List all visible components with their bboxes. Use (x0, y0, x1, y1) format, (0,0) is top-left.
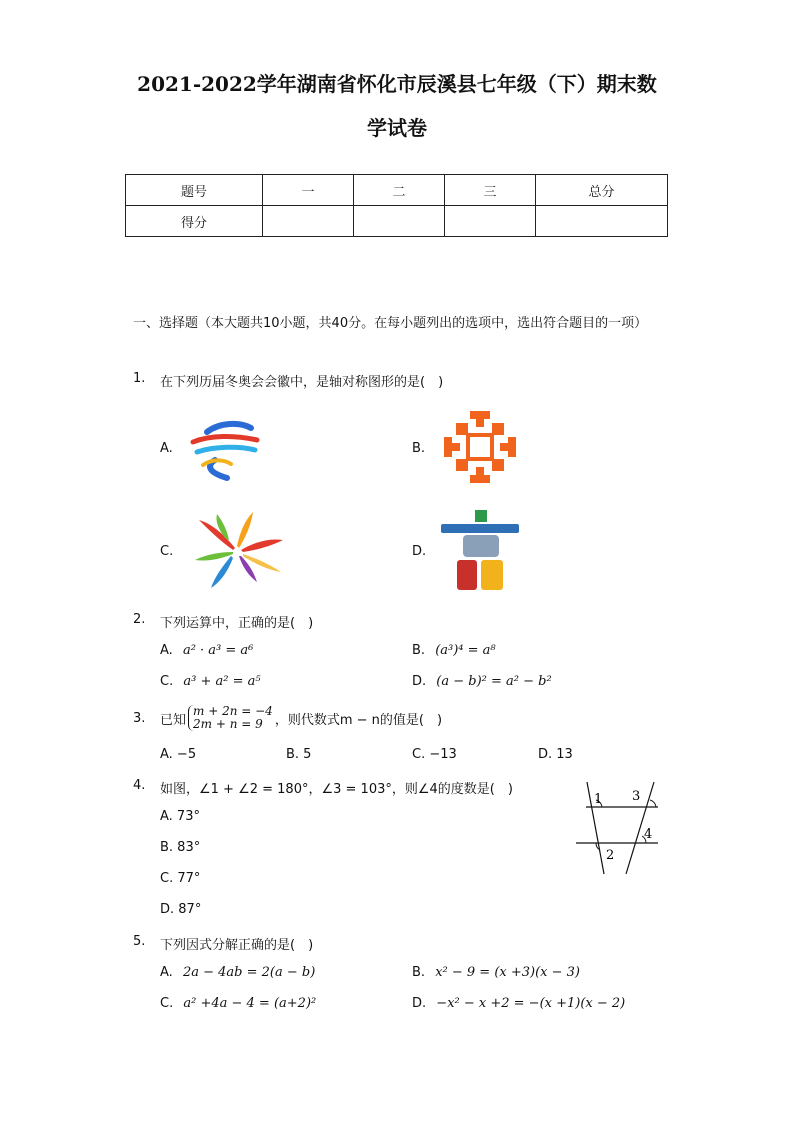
angle-label-3: 3 (632, 789, 641, 804)
option-a (160, 643, 253, 658)
option-label: C. (160, 996, 174, 1011)
angle-label-2: 2 (606, 848, 615, 863)
equation-1: m + 2n = −4 (193, 704, 273, 718)
option-label: B. (412, 441, 426, 456)
option-expression: x² − 9 = (x +3)(x − 3) (435, 965, 581, 980)
option-label: D. (412, 674, 427, 689)
option-d (412, 674, 552, 689)
option-b: B. 83° (160, 840, 201, 855)
question-3-post: ，则代数式m − n的值是( ) (274, 712, 443, 728)
question-5-text: 下列因式分解正确的是( ) (160, 938, 314, 953)
option-a: A. −5 (160, 747, 197, 762)
winter-olympics-logo-d (435, 508, 525, 593)
option-expression: a³ + a² = a⁵ (183, 674, 261, 689)
winter-olympics-logo-b (440, 407, 520, 487)
option-b (412, 965, 580, 980)
page-title-line2: 学试卷 (367, 116, 427, 140)
question-1-text: 在下列历届冬奥会会徽中，是轴对称图形的是( ) (160, 375, 444, 390)
score-cell (263, 206, 354, 237)
question-3-text (160, 702, 442, 734)
option-expression: (a³)⁴ = a⁸ (435, 643, 496, 658)
score-header-cell: 三 (445, 175, 536, 206)
option-expression: 2a − 4ab = 2(a − b) (182, 965, 316, 980)
option-label: A. (160, 643, 173, 658)
option-expression: (a − b)² = a² − b² (436, 674, 552, 689)
option-a: A. 73° (160, 809, 200, 824)
question-3-pre: 已知 (160, 712, 187, 728)
option-label: B. (412, 643, 426, 658)
option-label: D. (412, 544, 427, 559)
question-number: 2. (133, 612, 146, 627)
option-c (160, 996, 316, 1011)
option-c: C. 77° (160, 871, 201, 886)
question-number: 5. (133, 934, 146, 949)
option-a (160, 965, 315, 980)
score-header-cell: 总分 (536, 175, 668, 206)
page-title-line1: 2021-2022学年湖南省怀化市辰溪县七年级（下）期末数 (137, 72, 657, 96)
option-d: D. 87° (160, 902, 202, 917)
option-b (412, 643, 496, 658)
score-cell (445, 206, 536, 237)
winter-olympics-logo-c (185, 508, 290, 593)
angle-label-4: 4 (644, 827, 653, 842)
option-d (412, 996, 625, 1011)
score-table (125, 174, 668, 237)
option-expression: −x² − x +2 = −(x +1)(x − 2) (436, 996, 626, 1011)
angle-label-1: 1 (594, 792, 603, 807)
option-c: C. −13 (412, 747, 457, 762)
option-b: B. 5 (286, 747, 312, 762)
score-cell (536, 206, 668, 237)
option-expression: a² +4a − 4 = (a+2)² (183, 996, 317, 1011)
equation-system (188, 705, 273, 731)
option-label: D. (412, 996, 427, 1011)
score-row-label: 得分 (126, 206, 263, 237)
score-table-header-row (126, 175, 668, 206)
question-number: 4. (133, 778, 146, 793)
angle-figure (572, 778, 664, 878)
question-number: 1. (133, 371, 146, 386)
option-d: D. 13 (538, 747, 573, 762)
question-4-text: 如图，∠1 + ∠2 = 180°，∠3 = 103°，则∠4的度数是( ) (160, 782, 513, 797)
score-header-cell: 二 (354, 175, 445, 206)
option-label: C. (160, 674, 174, 689)
question-number: 3. (133, 711, 146, 726)
winter-olympics-logo-a (185, 410, 260, 485)
equation-2: 2m + n = 9 (193, 717, 263, 731)
score-table-score-row (126, 206, 668, 237)
option-expression: a² · a³ = a⁶ (182, 643, 254, 658)
option-label: A. (160, 965, 173, 980)
option-label: A. (160, 441, 173, 456)
score-header-cell: 题号 (126, 175, 263, 206)
section-heading: 一、选择题（本大题共10小题，共40分。在每小题列出的选项中，选出符合题目的一项） (133, 316, 648, 331)
question-2-text: 下列运算中，正确的是( ) (160, 616, 314, 631)
option-label: C. (160, 544, 174, 559)
score-header-cell: 一 (263, 175, 354, 206)
option-c (160, 674, 261, 689)
score-cell (354, 206, 445, 237)
option-label: B. (412, 965, 426, 980)
